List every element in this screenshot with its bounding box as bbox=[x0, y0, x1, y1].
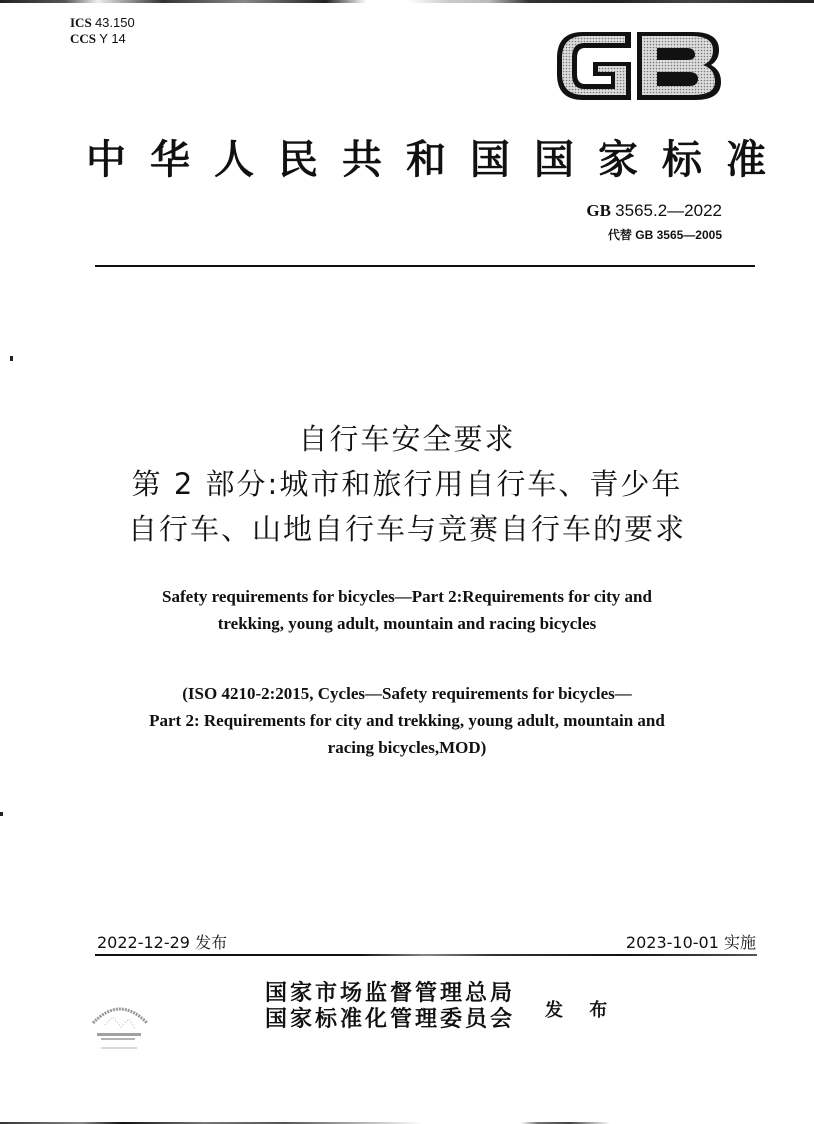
scan-edge-top bbox=[0, 0, 814, 3]
issuer-sac: 国家标准化管理委员会 bbox=[265, 1006, 516, 1032]
issue-date: 2022-12-29 发布 bbox=[97, 933, 228, 952]
title-cn-line-1: 自行车安全要求 bbox=[298, 422, 516, 456]
implement-date: 2023-10-01 实施 bbox=[625, 933, 756, 952]
scan-mark bbox=[0, 812, 3, 816]
iso-reference: (ISO 4210-2:2015, Cycles—Safety requirements for bicycles— Part 2: Requirements for city and trekking, young adult, mountain and racing bicycles,MOD) bbox=[149, 684, 665, 757]
title-cn-line-3: 自行车、山地自行车与竞赛自行车的要求 bbox=[127, 512, 686, 546]
standard-number: GB 3565.2—2022 bbox=[586, 201, 722, 220]
publish-label: 发 布 bbox=[545, 1000, 618, 1021]
national-standard-title: 中华人民共和国国家标准 bbox=[86, 136, 790, 183]
ccs-code: CCS Y 14 bbox=[70, 31, 126, 46]
classification-codes bbox=[70, 15, 135, 47]
gb-logo-icon bbox=[553, 28, 725, 104]
issuer-samr: 国家市场监督管理总局 bbox=[265, 980, 516, 1006]
ics-code: ICS 43.150 bbox=[70, 15, 135, 30]
replaces-standard: 代替 GB 3565—2005 bbox=[607, 228, 722, 242]
scan-mark bbox=[10, 356, 13, 361]
issuing-authorities bbox=[265, 980, 515, 1032]
header-divider bbox=[95, 265, 755, 267]
watermark-stamp-icon bbox=[85, 995, 155, 1055]
title-en: Safety requirements for bicycles—Part 2:Requirements for city and trekking, young adult, mountain and racing bicycles bbox=[162, 587, 652, 633]
footer-divider bbox=[95, 954, 757, 956]
title-cn-line-2: 第 2 部分:城市和旅行用自行车、青少年 bbox=[131, 467, 683, 501]
